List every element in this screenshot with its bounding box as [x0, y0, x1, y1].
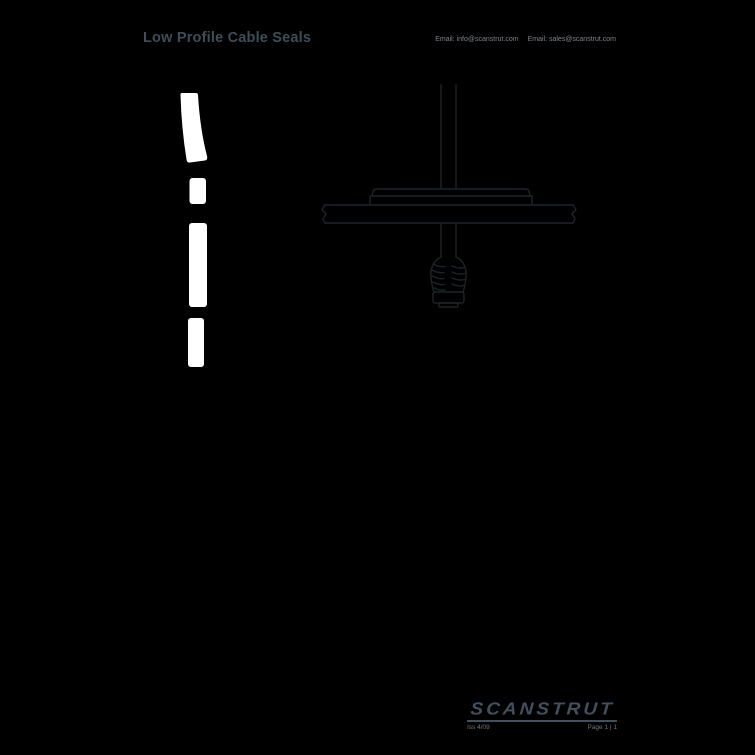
- page-number: Page 1 | 1: [587, 724, 617, 731]
- cable-photo-curved-top-segment: [180, 93, 207, 163]
- logo-underline: [467, 720, 617, 722]
- product-photo-cable-silhouette: [170, 85, 220, 375]
- contact-email-info: Email: info@scanstrut.com: [435, 36, 519, 43]
- footer-meta-row: [467, 724, 617, 731]
- contact-email-sales: Email: sales@scanstrut.com: [527, 36, 616, 43]
- scanstrut-logo: SCANSTRUT: [469, 699, 616, 719]
- gland-foot: [439, 303, 458, 307]
- cable-photo-segment-4: [188, 318, 204, 367]
- cable-seal-cross-section-drawing: [320, 80, 580, 320]
- page-title: Low Profile Cable Seals: [143, 30, 312, 46]
- gland-thread-ribs-left: [432, 264, 445, 290]
- deck-break-left: [322, 205, 326, 223]
- gland-base-cap: [433, 292, 464, 303]
- logo-footer-block: [467, 699, 617, 731]
- seal-base-plate: [370, 196, 532, 204]
- gland-thread-ribs-right: [452, 266, 465, 286]
- seal-top-plate: [372, 189, 530, 196]
- cable-photo-segment-2: [190, 178, 207, 204]
- contact-info: [435, 36, 616, 43]
- deck-break-right: [572, 205, 576, 223]
- cable-photo-segment-3: [189, 223, 207, 307]
- gland-body-left-outline: [431, 257, 441, 292]
- issue-number: Iss 4/09: [467, 724, 490, 731]
